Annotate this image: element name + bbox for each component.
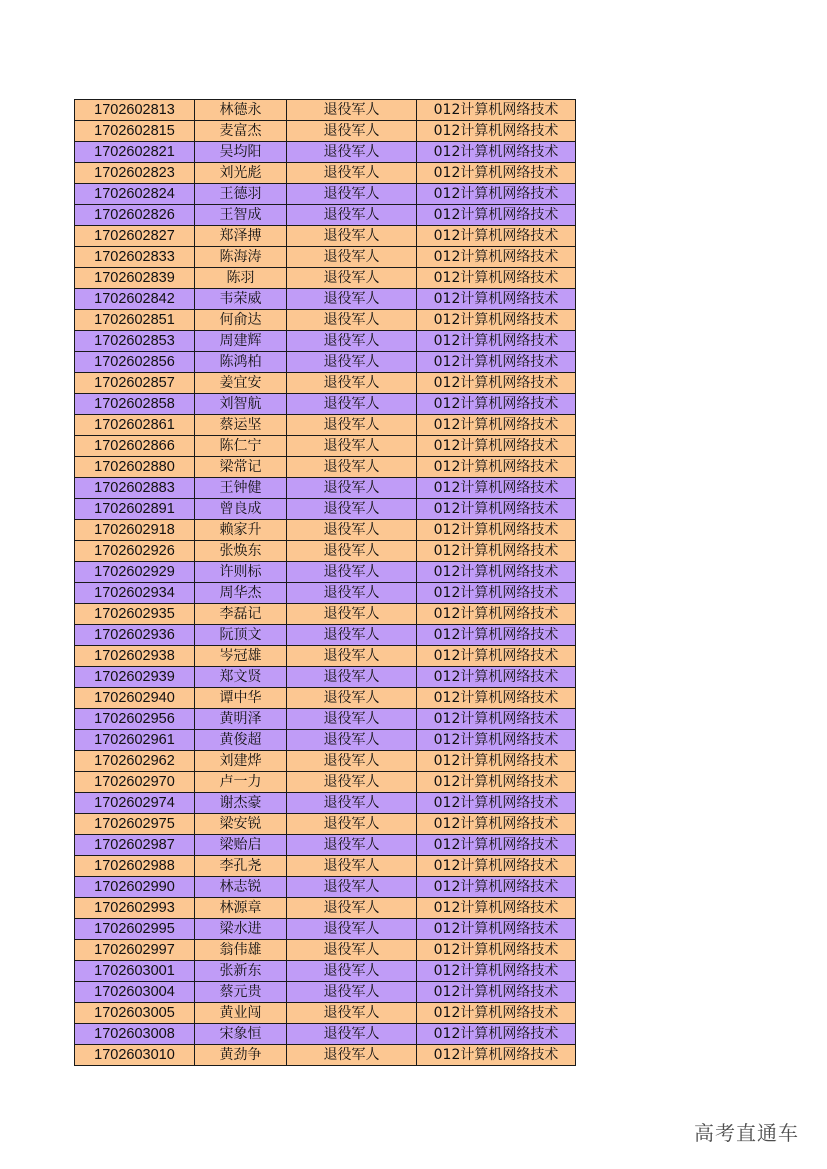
cell-major: 012计算机网络技术 — [417, 709, 576, 730]
table-row — [75, 247, 576, 268]
cell-type: 退役军人 — [287, 142, 417, 163]
cell-name: 陈海涛 — [195, 247, 287, 268]
cell-name: 林源章 — [195, 898, 287, 919]
cell-type: 退役军人 — [287, 268, 417, 289]
table-row — [75, 751, 576, 772]
cell-major: 012计算机网络技术 — [417, 772, 576, 793]
table-row — [75, 1024, 576, 1045]
cell-id: 1702602813 — [75, 100, 195, 121]
cell-name: 卢一力 — [195, 772, 287, 793]
cell-type: 退役军人 — [287, 730, 417, 751]
table-row — [75, 289, 576, 310]
cell-id: 1702602956 — [75, 709, 195, 730]
cell-name: 张新东 — [195, 961, 287, 982]
cell-type: 退役军人 — [287, 583, 417, 604]
cell-name: 翁伟雄 — [195, 940, 287, 961]
cell-name: 何俞达 — [195, 310, 287, 331]
cell-type: 退役军人 — [287, 856, 417, 877]
table-row — [75, 415, 576, 436]
cell-id: 1702602821 — [75, 142, 195, 163]
cell-id: 1702602861 — [75, 415, 195, 436]
cell-major: 012计算机网络技术 — [417, 142, 576, 163]
cell-name: 许则标 — [195, 562, 287, 583]
cell-id: 1702602842 — [75, 289, 195, 310]
table-row — [75, 877, 576, 898]
table-row — [75, 541, 576, 562]
cell-major: 012计算机网络技术 — [417, 121, 576, 142]
cell-id: 1702602997 — [75, 940, 195, 961]
cell-type: 退役军人 — [287, 331, 417, 352]
cell-major: 012计算机网络技术 — [417, 646, 576, 667]
cell-type: 退役军人 — [287, 1045, 417, 1066]
table-row — [75, 562, 576, 583]
table-row — [75, 268, 576, 289]
cell-type: 退役军人 — [287, 814, 417, 835]
cell-type: 退役军人 — [287, 667, 417, 688]
table-row — [75, 856, 576, 877]
cell-name: 刘光彪 — [195, 163, 287, 184]
cell-id: 1702602856 — [75, 352, 195, 373]
cell-type: 退役军人 — [287, 415, 417, 436]
cell-name: 李孔尧 — [195, 856, 287, 877]
table-row — [75, 814, 576, 835]
cell-major: 012计算机网络技术 — [417, 919, 576, 940]
cell-major: 012计算机网络技术 — [417, 268, 576, 289]
cell-type: 退役军人 — [287, 961, 417, 982]
table-row — [75, 835, 576, 856]
cell-id: 1702603001 — [75, 961, 195, 982]
cell-name: 黄俊超 — [195, 730, 287, 751]
cell-name: 麦富杰 — [195, 121, 287, 142]
cell-id: 1702603010 — [75, 1045, 195, 1066]
table-row — [75, 163, 576, 184]
cell-major: 012计算机网络技术 — [417, 247, 576, 268]
table-row — [75, 898, 576, 919]
cell-type: 退役军人 — [287, 982, 417, 1003]
cell-name: 刘建烨 — [195, 751, 287, 772]
table-row — [75, 520, 576, 541]
cell-id: 1702602975 — [75, 814, 195, 835]
cell-id: 1702602974 — [75, 793, 195, 814]
cell-name: 吴均阳 — [195, 142, 287, 163]
cell-major: 012计算机网络技术 — [417, 1024, 576, 1045]
table-body — [75, 100, 576, 1066]
cell-type: 退役军人 — [287, 436, 417, 457]
cell-id: 1702602851 — [75, 310, 195, 331]
cell-major: 012计算机网络技术 — [417, 625, 576, 646]
cell-id: 1702602891 — [75, 499, 195, 520]
cell-major: 012计算机网络技术 — [417, 352, 576, 373]
cell-major: 012计算机网络技术 — [417, 373, 576, 394]
table-row — [75, 646, 576, 667]
table-row — [75, 436, 576, 457]
table-row — [75, 478, 576, 499]
cell-type: 退役军人 — [287, 793, 417, 814]
cell-id: 1702602827 — [75, 226, 195, 247]
table-row — [75, 142, 576, 163]
cell-name: 韦荣威 — [195, 289, 287, 310]
cell-type: 退役军人 — [287, 226, 417, 247]
cell-major: 012计算机网络技术 — [417, 1003, 576, 1024]
cell-id: 1702602858 — [75, 394, 195, 415]
cell-id: 1702602883 — [75, 478, 195, 499]
cell-type: 退役军人 — [287, 121, 417, 142]
cell-major: 012计算机网络技术 — [417, 331, 576, 352]
cell-major: 012计算机网络技术 — [417, 499, 576, 520]
cell-name: 曾良成 — [195, 499, 287, 520]
student-list-table — [74, 99, 576, 1066]
cell-type: 退役军人 — [287, 1024, 417, 1045]
cell-type: 退役军人 — [287, 688, 417, 709]
cell-major: 012计算机网络技术 — [417, 793, 576, 814]
table-row — [75, 100, 576, 121]
cell-major: 012计算机网络技术 — [417, 457, 576, 478]
cell-name: 梁水进 — [195, 919, 287, 940]
cell-major: 012计算机网络技术 — [417, 877, 576, 898]
cell-type: 退役军人 — [287, 310, 417, 331]
watermark-text: 高考直通车 — [694, 1121, 799, 1145]
table-row — [75, 625, 576, 646]
cell-major: 012计算机网络技术 — [417, 562, 576, 583]
cell-name: 郑文贤 — [195, 667, 287, 688]
cell-type: 退役军人 — [287, 247, 417, 268]
cell-id: 1702602823 — [75, 163, 195, 184]
cell-name: 梁安锐 — [195, 814, 287, 835]
cell-id: 1702603005 — [75, 1003, 195, 1024]
cell-name: 王钟健 — [195, 478, 287, 499]
cell-major: 012计算机网络技术 — [417, 982, 576, 1003]
table-row — [75, 919, 576, 940]
cell-id: 1702602970 — [75, 772, 195, 793]
cell-id: 1702602926 — [75, 541, 195, 562]
table-row — [75, 772, 576, 793]
cell-type: 退役军人 — [287, 457, 417, 478]
cell-major: 012计算机网络技术 — [417, 226, 576, 247]
cell-id: 1702602940 — [75, 688, 195, 709]
cell-major: 012计算机网络技术 — [417, 478, 576, 499]
cell-major: 012计算机网络技术 — [417, 520, 576, 541]
cell-major: 012计算机网络技术 — [417, 835, 576, 856]
cell-name: 宋象恒 — [195, 1024, 287, 1045]
table-row — [75, 709, 576, 730]
cell-name: 王德羽 — [195, 184, 287, 205]
table-row — [75, 793, 576, 814]
cell-name: 黄劲争 — [195, 1045, 287, 1066]
cell-major: 012计算机网络技术 — [417, 289, 576, 310]
cell-type: 退役军人 — [287, 709, 417, 730]
cell-id: 1702602988 — [75, 856, 195, 877]
cell-major: 012计算机网络技术 — [417, 205, 576, 226]
cell-major: 012计算机网络技术 — [417, 940, 576, 961]
cell-type: 退役军人 — [287, 898, 417, 919]
cell-name: 岑冠雄 — [195, 646, 287, 667]
table-row — [75, 184, 576, 205]
cell-major: 012计算机网络技术 — [417, 163, 576, 184]
cell-type: 退役军人 — [287, 562, 417, 583]
cell-id: 1702602993 — [75, 898, 195, 919]
cell-name: 林德永 — [195, 100, 287, 121]
cell-id: 1702602824 — [75, 184, 195, 205]
cell-type: 退役军人 — [287, 478, 417, 499]
cell-name: 王智成 — [195, 205, 287, 226]
cell-id: 1702602936 — [75, 625, 195, 646]
cell-major: 012计算机网络技术 — [417, 100, 576, 121]
table-row — [75, 205, 576, 226]
cell-type: 退役军人 — [287, 604, 417, 625]
cell-type: 退役军人 — [287, 1003, 417, 1024]
cell-id: 1702602866 — [75, 436, 195, 457]
cell-major: 012计算机网络技术 — [417, 1045, 576, 1066]
cell-major: 012计算机网络技术 — [417, 184, 576, 205]
cell-id: 1702603008 — [75, 1024, 195, 1045]
cell-id: 1702602938 — [75, 646, 195, 667]
cell-name: 谭中华 — [195, 688, 287, 709]
table-row — [75, 373, 576, 394]
table-row — [75, 604, 576, 625]
cell-type: 退役军人 — [287, 919, 417, 940]
cell-id: 1702602935 — [75, 604, 195, 625]
table-row — [75, 982, 576, 1003]
cell-major: 012计算机网络技术 — [417, 814, 576, 835]
cell-type: 退役军人 — [287, 352, 417, 373]
cell-type: 退役军人 — [287, 940, 417, 961]
cell-id: 1702602929 — [75, 562, 195, 583]
cell-id: 1702602990 — [75, 877, 195, 898]
cell-name: 陈鸿柏 — [195, 352, 287, 373]
table-row — [75, 331, 576, 352]
table-row — [75, 688, 576, 709]
table-row — [75, 394, 576, 415]
table-row — [75, 583, 576, 604]
cell-name: 蔡元贵 — [195, 982, 287, 1003]
cell-major: 012计算机网络技术 — [417, 667, 576, 688]
table-row — [75, 226, 576, 247]
table-row — [75, 961, 576, 982]
cell-type: 退役军人 — [287, 772, 417, 793]
cell-type: 退役军人 — [287, 646, 417, 667]
cell-name: 蔡运坚 — [195, 415, 287, 436]
table-row — [75, 940, 576, 961]
cell-type: 退役军人 — [287, 520, 417, 541]
cell-type: 退役军人 — [287, 541, 417, 562]
table-row — [75, 499, 576, 520]
cell-type: 退役军人 — [287, 835, 417, 856]
table-row — [75, 121, 576, 142]
cell-name: 赖家升 — [195, 520, 287, 541]
cell-type: 退役军人 — [287, 100, 417, 121]
cell-id: 1702603004 — [75, 982, 195, 1003]
cell-name: 周建辉 — [195, 331, 287, 352]
cell-type: 退役军人 — [287, 394, 417, 415]
cell-major: 012计算机网络技术 — [417, 541, 576, 562]
cell-name: 黄业闯 — [195, 1003, 287, 1024]
cell-name: 林志锐 — [195, 877, 287, 898]
cell-major: 012计算机网络技术 — [417, 688, 576, 709]
table-row — [75, 310, 576, 331]
cell-id: 1702602918 — [75, 520, 195, 541]
cell-major: 012计算机网络技术 — [417, 856, 576, 877]
cell-name: 梁常记 — [195, 457, 287, 478]
cell-type: 退役军人 — [287, 751, 417, 772]
cell-type: 退役军人 — [287, 184, 417, 205]
cell-major: 012计算机网络技术 — [417, 604, 576, 625]
cell-name: 周华杰 — [195, 583, 287, 604]
cell-id: 1702602939 — [75, 667, 195, 688]
cell-id: 1702602826 — [75, 205, 195, 226]
cell-name: 张焕东 — [195, 541, 287, 562]
cell-type: 退役军人 — [287, 289, 417, 310]
cell-id: 1702602934 — [75, 583, 195, 604]
table-row — [75, 352, 576, 373]
cell-type: 退役军人 — [287, 499, 417, 520]
cell-id: 1702602833 — [75, 247, 195, 268]
cell-name: 刘智航 — [195, 394, 287, 415]
cell-type: 退役军人 — [287, 205, 417, 226]
cell-id: 1702602839 — [75, 268, 195, 289]
cell-name: 郑泽搏 — [195, 226, 287, 247]
cell-id: 1702602995 — [75, 919, 195, 940]
cell-name: 黄明泽 — [195, 709, 287, 730]
cell-major: 012计算机网络技术 — [417, 751, 576, 772]
cell-type: 退役军人 — [287, 373, 417, 394]
cell-major: 012计算机网络技术 — [417, 415, 576, 436]
cell-major: 012计算机网络技术 — [417, 310, 576, 331]
cell-name: 谢杰豪 — [195, 793, 287, 814]
table-row — [75, 667, 576, 688]
cell-major: 012计算机网络技术 — [417, 436, 576, 457]
cell-id: 1702602853 — [75, 331, 195, 352]
cell-id: 1702602880 — [75, 457, 195, 478]
cell-name: 陈仁宁 — [195, 436, 287, 457]
cell-major: 012计算机网络技术 — [417, 730, 576, 751]
cell-type: 退役军人 — [287, 877, 417, 898]
cell-name: 陈羽 — [195, 268, 287, 289]
cell-id: 1702602815 — [75, 121, 195, 142]
student-list-table-container — [74, 99, 576, 1066]
table-row — [75, 457, 576, 478]
cell-major: 012计算机网络技术 — [417, 961, 576, 982]
cell-id: 1702602962 — [75, 751, 195, 772]
cell-name: 李磊记 — [195, 604, 287, 625]
cell-type: 退役军人 — [287, 163, 417, 184]
cell-major: 012计算机网络技术 — [417, 583, 576, 604]
table-row — [75, 1003, 576, 1024]
cell-id: 1702602987 — [75, 835, 195, 856]
table-row — [75, 730, 576, 751]
cell-major: 012计算机网络技术 — [417, 394, 576, 415]
cell-type: 退役军人 — [287, 625, 417, 646]
cell-major: 012计算机网络技术 — [417, 898, 576, 919]
cell-name: 梁贻启 — [195, 835, 287, 856]
table-row — [75, 1045, 576, 1066]
cell-name: 姜宜安 — [195, 373, 287, 394]
cell-id: 1702602961 — [75, 730, 195, 751]
cell-name: 阮顶文 — [195, 625, 287, 646]
cell-id: 1702602857 — [75, 373, 195, 394]
